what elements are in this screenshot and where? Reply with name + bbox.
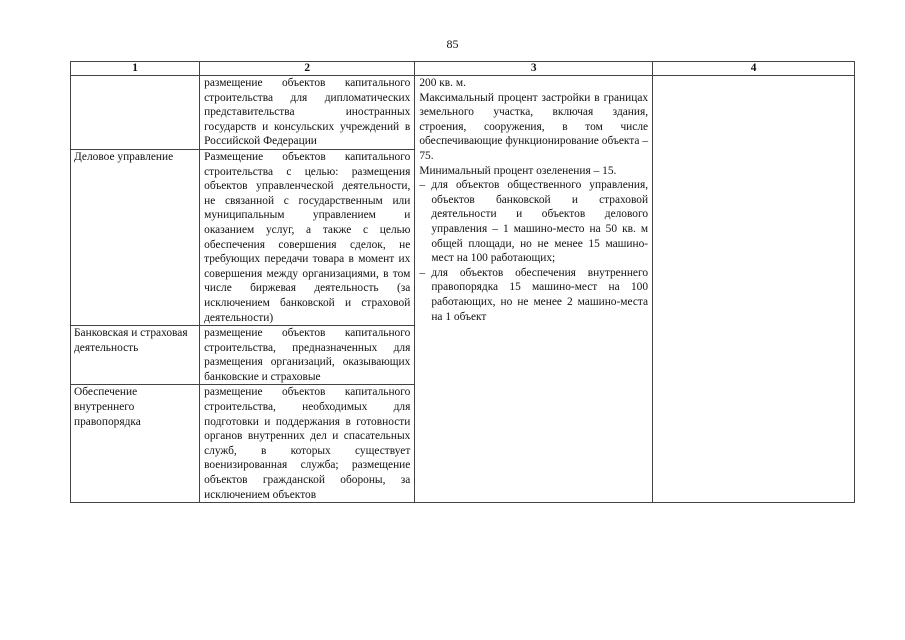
zoning-table [70, 61, 855, 503]
table-row [71, 76, 855, 150]
min-green-percent: Минимальный процент озеленения – 15. [419, 164, 617, 177]
list-item [419, 178, 648, 266]
table-header-row [71, 62, 855, 76]
page-number: 85 [446, 37, 459, 51]
use-name-cell: Банковская и страховая деятельность [71, 326, 200, 385]
use-description-cell: размещение объектов капитального строительства для дипломатических представительства иностранных государств и консульских учреждений в Российской Федерации [200, 76, 415, 150]
parking-order-text: для объектов обеспечения внутреннего правопорядка 15 машино-мест на 100 работающих, но не менее 2 машино-места на 1 объект [431, 266, 649, 323]
use-name-cell [71, 76, 200, 150]
header-col-3: 3 [415, 62, 653, 76]
header-col-1: 1 [71, 62, 200, 76]
notes-cell [653, 76, 855, 503]
parameters-cell [415, 76, 653, 503]
parking-office-text: для объектов общественного управления, объектов банковской и страховой деятельности и объектов делового управления – 1 машино-место на 50 кв. м общей площади, но не менее 15 машино-мест на 100 работающих; [431, 179, 649, 265]
dash-bullet-icon: – [419, 179, 426, 192]
max-build-percent: Максимальный процент застройки в границах земельного участка, включая здания, строения, сооружения, в том числе обеспечивающие функционирование объекта – 75. [419, 91, 649, 162]
use-description-cell: размещение объектов капитального строительства, предназначенных для размещения организаций, оказывающих банковские и страховые [200, 326, 415, 385]
dash-bullet-icon: – [419, 266, 426, 279]
list-item [419, 266, 648, 324]
use-description-cell: размещение объектов капитального строительства, необходимых для подготовки и поддержания в готовности органов внутренних дел и спасательных служб, в которых существует военизированная служба; размещение объектов гражданской обороны, за исключением объектов [200, 385, 415, 503]
header-col-2: 2 [200, 62, 415, 76]
use-description-cell: Размещение объектов капитального строительства с целью: размещения объектов управленческой деятельности, не связанной с государственным или муниципальным управлением и оказанием услуг, а также с целью обеспечения совершения сделок, не требующих передачи товара в момент их совершения между организациями, в том числе биржевая деятельность (за исключением банковской и страховой деятельности) [200, 149, 415, 325]
header-col-4: 4 [653, 62, 855, 76]
area-line: 200 кв. м. [419, 77, 466, 89]
use-name-cell: Деловое управление [71, 149, 200, 325]
use-name-cell: Обеспечение внутреннего правопорядка [71, 385, 200, 503]
parking-list [419, 178, 648, 324]
